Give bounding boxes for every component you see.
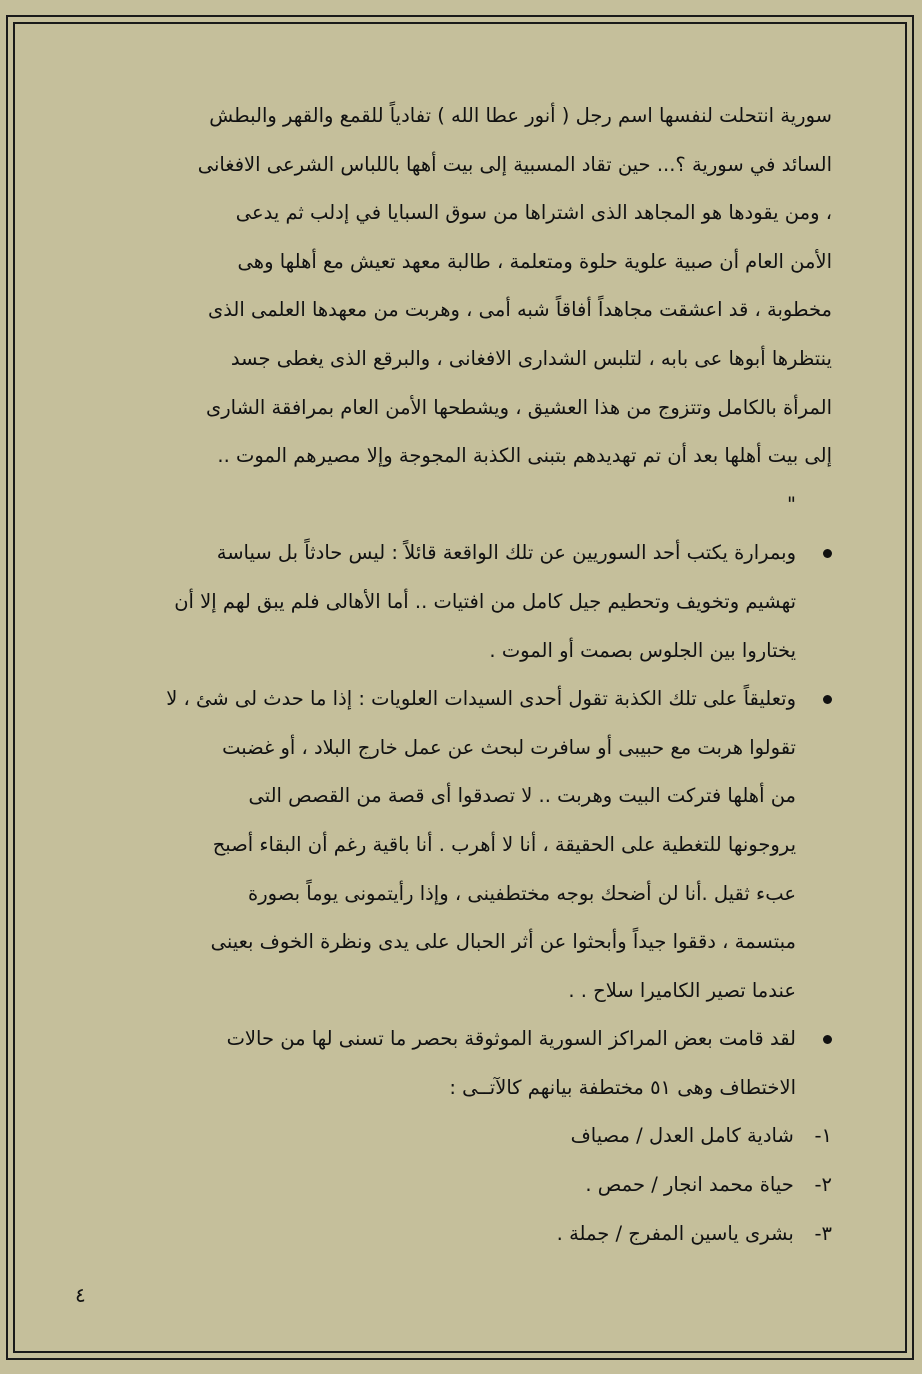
- list-number: ٣-: [814, 1221, 832, 1245]
- bullet-line: يختاروا بين الجلوس بصمت أو الموت .: [489, 638, 796, 662]
- intro-line: ": [787, 492, 796, 516]
- bullet-line: وتعليقاً على تلك الكذبة تقول أحدى السيدات العلويات : إذا ما حدث لى شئ ، لا: [166, 687, 796, 711]
- bullet-line: عندما تصير الكاميرا سلاح . .: [568, 978, 796, 1002]
- intro-line: الأمن العام أن صبية علوية حلوة ومتعلمة ، طالبة معهد تعيش مع أهلها وهى: [237, 249, 832, 273]
- bullet-line: مبتسمة ، دققوا جيداً وأبحثوا عن أثر الحبال على يدى ونظرة الخوف بعينى: [210, 930, 796, 954]
- list-item-text: حياة محمد انجار / حمص .: [585, 1173, 794, 1197]
- bullet-line: تهشيم وتخويف وتحطيم جيل كامل من افتيات .. أما الأهالى فلم يبق لهم إلا أن: [174, 589, 796, 613]
- bullet-line: من أهلها فتركت البيت وهربت .. لا تصدقوا أى قصة من القصص التى: [248, 784, 796, 808]
- intro-line: مخطوبة ، قد اعشقت مجاهداً أفاقاً شبه أمى ، وهربت من معهدها العلمى الذى: [207, 298, 832, 322]
- intro-line: المرأة بالكامل وتتزوج من هذا العشيق ، ويشطحها الأمن العام بمرافقة الشارى: [205, 395, 832, 419]
- document-body: [90, 90, 832, 1258]
- list-number: ٢-: [814, 1173, 832, 1197]
- list-item-text: بشرى ياسين المفرج / جملة .: [556, 1221, 794, 1245]
- bullet-item: [90, 1015, 832, 1112]
- bullet-icon: [823, 1035, 832, 1044]
- bullet-line: وبمرارة يكتب أحد السوريين عن تلك الواقعة قائلاً : ليس حادثاً بل سياسة: [216, 541, 796, 565]
- intro-paragraph: [90, 90, 832, 529]
- bullet-item: [90, 529, 832, 675]
- bullet-line: يروجونها للتغطية على الحقيقة ، أنا لا أهرب . أنا باقية رغم أن البقاء أصبح: [212, 832, 796, 856]
- bullet-list: [90, 529, 832, 1112]
- page-number: ٤: [75, 1283, 86, 1307]
- bullet-item: [90, 675, 832, 1015]
- intro-line: السائد في سورية ؟... حين تقاد المسبية إلى بيت أهها باللباس الشرعى الافغانى: [197, 152, 832, 176]
- bullet-icon: [823, 549, 832, 558]
- bullet-icon: [823, 695, 832, 704]
- intro-line: ، ومن يقودها هو المجاهد الذى اشتراها من سوق السبايا في إدلب ثم يدعى: [235, 201, 832, 225]
- intro-line: ينتظرها أبوها عى بابه ، لتلبس الشدارى الافغانى ، والبرقع الذى يغطى جسد: [230, 346, 832, 370]
- numbered-item: [90, 1210, 832, 1259]
- numbered-item: [90, 1112, 832, 1161]
- numbered-list: [90, 1112, 832, 1258]
- intro-line: إلى بيت أهلها بعد أن تم تهديدهم بتبنى الكذبة المجوجة وإلا مصيرهم الموت ..: [217, 444, 832, 468]
- numbered-item: [90, 1161, 832, 1210]
- list-number: ١-: [814, 1124, 832, 1148]
- intro-line: سورية انتحلت لنفسها اسم رجل ( أنور عطا الله ) تفادياً للقمع والقهر والبطش: [209, 104, 832, 127]
- bullet-line: عبء ثقيل .أنا لن أضحك بوجه مختطفينى ، وإذا رأيتمونى يوماً بصورة: [248, 881, 796, 905]
- bullet-line: تقولوا هربت مع حبيبى أو سافرت لبحث عن عمل خارج البلاد ، أو غضبت: [222, 735, 796, 759]
- list-item-text: شادية كامل العدل / مصياف: [570, 1124, 794, 1148]
- bullet-line: الاختطاف وهى ٥١ مختطفة بيانهم كالآتــى :: [449, 1075, 796, 1099]
- bullet-line: لقد قامت بعض المراكز السورية الموثوقة بحصر ما تسنى لها من حالات: [226, 1027, 796, 1051]
